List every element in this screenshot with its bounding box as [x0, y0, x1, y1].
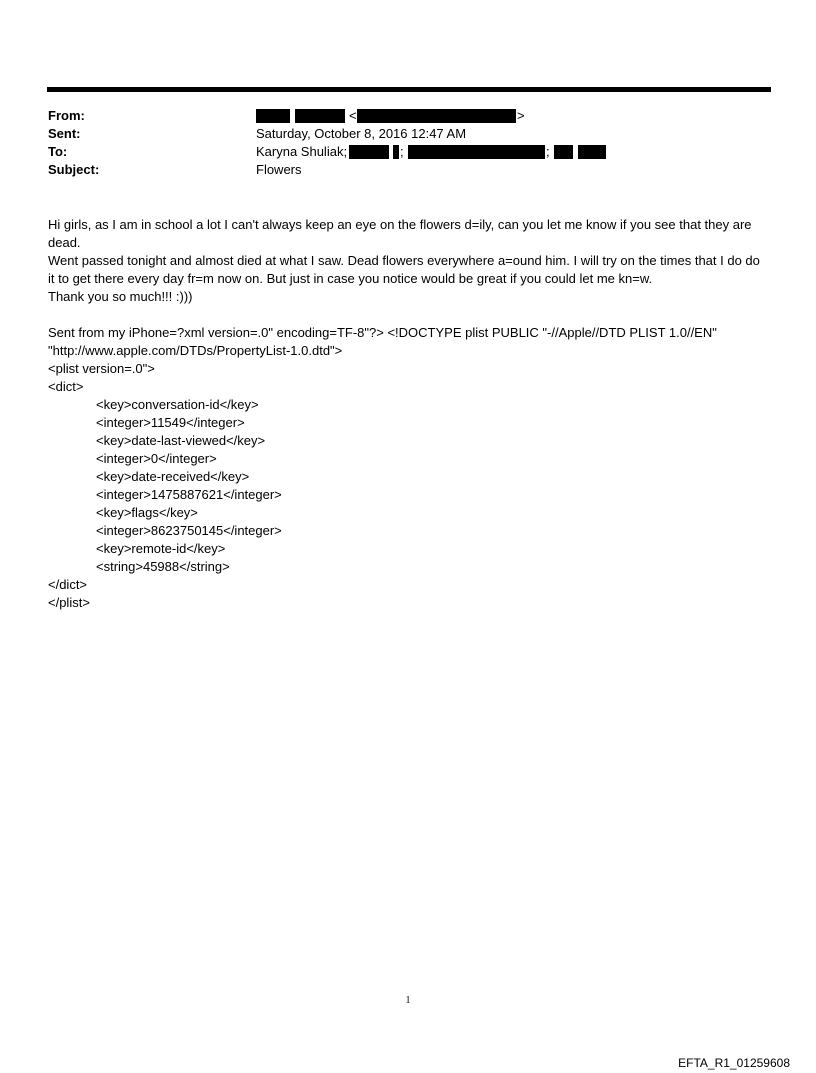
redaction-box — [408, 145, 545, 159]
redaction-box — [295, 109, 345, 123]
plist-line: <key>flags</key> — [96, 505, 198, 520]
dict-close: </dict> — [48, 577, 88, 592]
plist-line: <integer>0</integer> — [96, 451, 217, 466]
body-paragraph: Hi girls, as I am in school a lot I can't always keep an eye on the flowers d=ily, can you let me know if you see that they are dead. — [48, 217, 752, 250]
plist-line: <key>date-last-viewed</key> — [96, 433, 266, 448]
sent-value: Saturday, October 8, 2016 12:47 AM — [256, 126, 467, 141]
to-label: To: — [48, 144, 68, 159]
redaction-box — [554, 145, 573, 159]
dict-open: <dict> — [48, 379, 84, 394]
redaction-box — [393, 145, 399, 159]
page-number: 1 — [405, 995, 411, 1006]
plist-line: <integer>11549</integer> — [96, 415, 245, 430]
email-body — [48, 216, 763, 612]
plist-open: <plist version=.0"> — [48, 361, 155, 376]
plist-line: <key>remote-id</key> — [96, 541, 226, 556]
from-bracket-close: > — [517, 108, 525, 123]
document-id: EFTA_R1_01259608 — [678, 1056, 790, 1070]
body-paragraph: Went passed tonight and almost died at what I saw. Dead flowers everywhere a=ound him. I will try on the times that I do do it to get there every day fr=m now on. But just in case you notice would be great if you could let me kn=w. — [48, 253, 760, 286]
plist-line: <key>conversation-id</key> — [96, 397, 259, 412]
from-label: From: — [48, 108, 85, 123]
plist-line: <string>45988</string> — [96, 559, 230, 574]
subject-label: Subject: — [48, 162, 100, 177]
plist-line: <key>date-received</key> — [96, 469, 250, 484]
redaction-box — [256, 109, 290, 123]
to-separator: ; — [546, 144, 550, 159]
body-paragraph: Thank you so much!!! :))) — [48, 289, 193, 304]
plist-close: </plist> — [48, 595, 90, 610]
plist-line: <integer>1475887621</integer> — [96, 487, 282, 502]
subject-value: Flowers — [256, 162, 302, 177]
redaction-box — [357, 109, 516, 123]
plist-line: <integer>8623750145</integer> — [96, 523, 282, 538]
sent-label: Sent: — [48, 126, 81, 141]
redaction-box — [578, 145, 606, 159]
header-rule — [47, 87, 771, 92]
sent-from-line: Sent from my iPhone=?xml version=.0" encoding=TF-8"?> <!DOCTYPE plist PUBLIC "-//Apple//DTD PLIST 1.0//EN" "http://www.apple.com/DTDs/PropertyList-1.0.dtd"> — [48, 325, 717, 358]
to-separator: ; — [400, 144, 404, 159]
from-bracket-open: < — [349, 108, 357, 123]
redaction-box — [349, 145, 389, 159]
to-visible-recipient: Karyna Shuliak; — [256, 144, 348, 159]
blank-line — [48, 306, 763, 324]
